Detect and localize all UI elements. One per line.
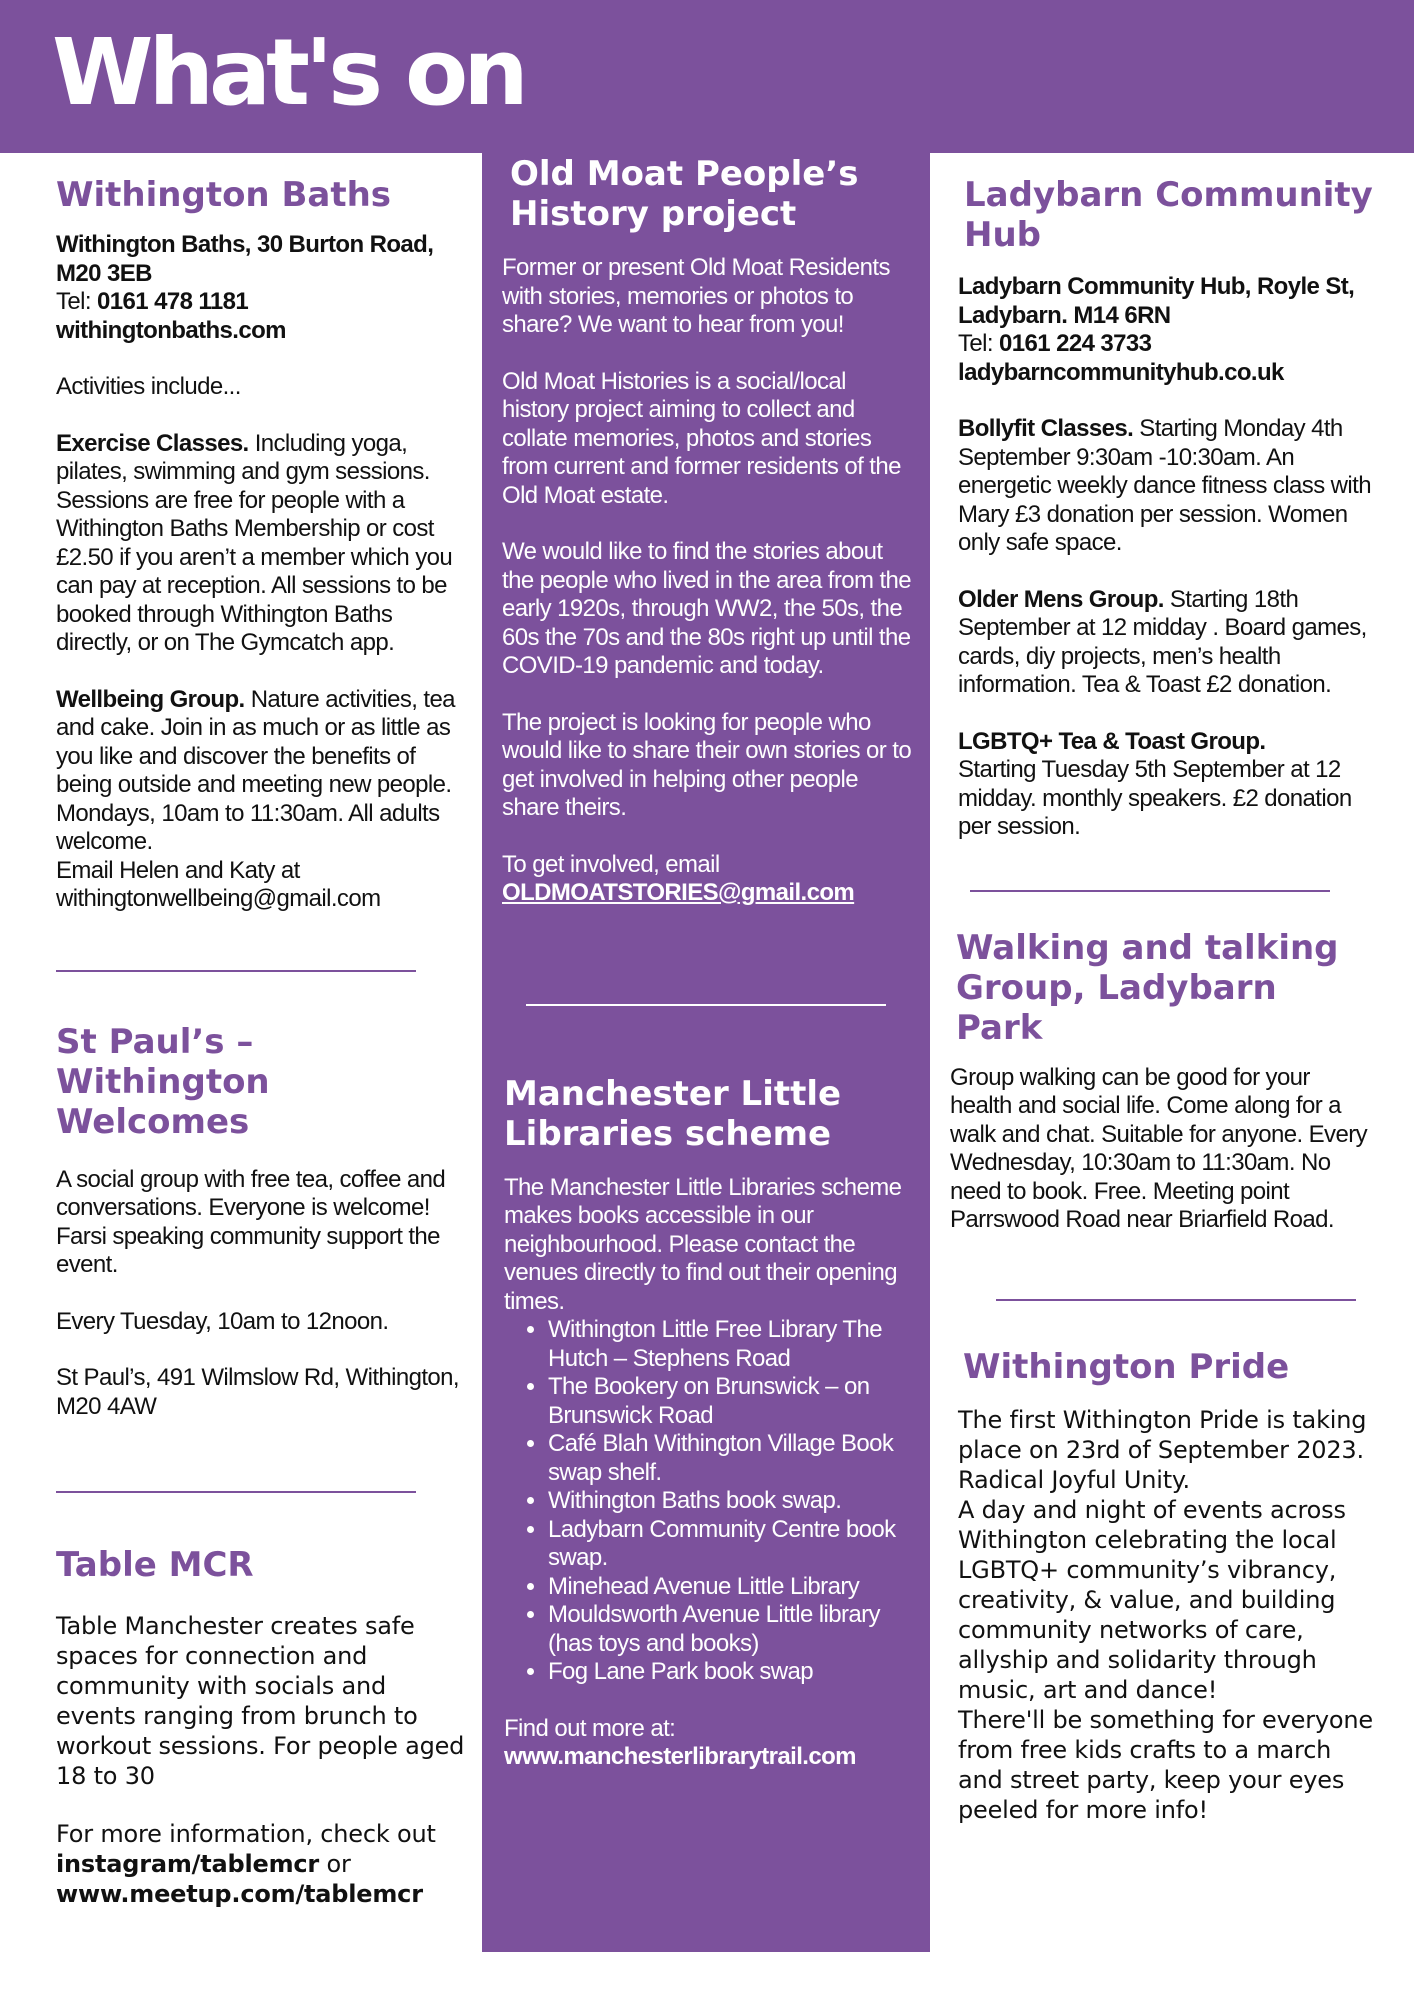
old-moat-section [502, 153, 916, 908]
baths-address: Withington Baths, 30 Burton Road, M20 3EB [56, 231, 434, 287]
old-moat-p4: The project is looking for people who would like to share their own stories or to get involved in helping other people share theirs. [502, 708, 912, 821]
older-mens-text: Older Mens Group. Starting 18th September at 12 midday . Board games, cards, diy projects, men’s health information. Tea & Toast £2 donation. [958, 585, 1367, 698]
wellbeing-time: Mondays, 10am to 11:30am. All adults welcome. [56, 799, 440, 855]
table-mcr-section [56, 1545, 466, 1909]
little-libraries-intro: The Manchester Little Libraries scheme makes books accessible in our neighbourhood. Please contact the venues directly to find out their opening times. [504, 1173, 902, 1315]
baths-intro: Activities include... [56, 373, 241, 400]
st-pauls-time: Every Tuesday, 10am to 12noon. [56, 1307, 389, 1335]
right-divider-1 [970, 890, 1330, 892]
left-column [56, 172, 466, 1909]
libraries-website[interactable]: www.manchesterlibrarytrail.com [504, 1743, 856, 1770]
old-moat-p3: We would like to find the stories about the people who lived in the area from the early 1920s, through WW2, the 50s, the 60s the 70s and the 80s right up until the COVID-19 pandemic and today. [502, 538, 912, 679]
ladybarn-phone[interactable]: 0161 224 3733 [999, 330, 1152, 357]
library-item: • Mouldsworth Avenue Little library (has toys and books) [548, 1601, 916, 1658]
withington-pride-body [958, 1405, 1373, 1825]
ladybarn-section [958, 175, 1373, 842]
library-item: • Café Blah Withington Village Book swap shelf. [548, 1430, 916, 1487]
table-mcr-title: Table MCR [56, 1545, 254, 1585]
st-pauls-address: St Paul’s, 491 Wilmslow Rd, Withington, M20 4AW [56, 1364, 459, 1420]
withington-baths-section [56, 175, 466, 914]
withington-pride-title: Withington Pride [963, 1346, 1290, 1387]
library-item: • Minehead Avenue Little Library [548, 1573, 916, 1602]
library-item: • The Bookery on Brunswick – on Brunswick Road [548, 1373, 916, 1430]
old-moat-p2: Old Moat Histories is a social/local history project aiming to collect and collate memories, photos and stories from current and former residents of the Old Moat estate. [502, 367, 901, 509]
pride-p4: There'll be something for everyone from free kids crafts to a march and street party, keep your eyes peeled for more info! [958, 1705, 1373, 1824]
table-mcr-text: Table Manchester creates safe spaces for connection and community with socials and events ranging from brunch to workout sessions. For people aged 18 to 30 [56, 1612, 465, 1790]
pride-p2: Radical Joyful Unity. [958, 1465, 1190, 1494]
page-title: What's on [52, 19, 524, 126]
table-mcr-more: For more information, check out instagram/tablemcr or www.meetup.com/tablemcr [56, 1820, 436, 1908]
ladybarn-tel: Tel: 0161 224 3733 [958, 330, 1152, 357]
walking-title: Walking and talking Group, Ladybarn Park [956, 927, 1339, 1048]
pride-p3: A day and night of events across Withington celebrating the local LGBTQ+ community’s vibrancy, creativity, & value, and building community networks of care, allyship and solidarity through music, art and dance! [958, 1495, 1346, 1704]
library-item: • Withington Little Free Library The Hutch – Stephens Road [548, 1316, 916, 1373]
old-moat-email-link[interactable]: OLDMOATSTORIES@gmail.com [502, 879, 855, 906]
library-item: • Fog Lane Park book swap [548, 1658, 916, 1687]
libraries-more: Find out more at: [504, 1714, 676, 1742]
st-pauls-section [56, 1022, 466, 1422]
ladybarn-title: Ladybarn Community Hub [964, 175, 1373, 255]
middle-column-content [502, 153, 916, 1772]
bollyfit-text: Bollyfit Classes. Starting Monday 4th September 9:30am -10:30am. An energetic weekly dance fitness class with Mary £3 donation per session. Women only safe space. [958, 415, 1371, 556]
left-divider-1 [56, 970, 416, 972]
st-pauls-text: A social group with free tea, coffee and conversations. Everyone is welcome! Farsi speaking community support the event. [56, 1165, 446, 1278]
left-divider-2 [56, 1491, 416, 1493]
library-item: • Withington Baths book swap. [548, 1487, 916, 1516]
exercise-classes-text: Exercise Classes. Including yoga, pilates, swimming and gym sessions. Sessions are free for people with a Withington Baths Membership or cost £2.50 if you aren’t a member which you can pay at reception. All sessions to be booked through Withington Baths directly, or on The Gymcatch app. [56, 429, 453, 656]
little-libraries-list [502, 1316, 916, 1687]
meetup-link[interactable]: www.meetup.com/tablemcr [56, 1880, 423, 1908]
ladybarn-website[interactable]: ladybarncommunityhub.co.uk [958, 358, 1284, 386]
right-column [950, 172, 1373, 1825]
instagram-link[interactable]: instagram/tablemcr [56, 1850, 320, 1878]
withington-baths-title: Withington Baths [56, 175, 392, 215]
right-divider-2 [996, 1299, 1356, 1301]
old-moat-title: Old Moat People’s History project [510, 154, 859, 234]
baths-website[interactable]: withingtonbaths.com [56, 316, 286, 344]
old-moat-cta: To get involved, email [502, 850, 720, 878]
walking-text: Group walking can be good for your health and social life. Come along for a walk and chat. Suitable for anyone. Every Wednesday, 10:30am to 11:30am. No need to book. Free. Meeting point Parrswood Road near Briarfield Road. [950, 1063, 1367, 1233]
baths-tel: Tel: 0161 478 1181 [56, 288, 249, 315]
st-pauls-title: St Paul’s – Withington Welcomes [56, 1021, 270, 1142]
wellbeing-email[interactable]: Email Helen and Katy at withingtonwellbeing@gmail.com [56, 856, 381, 912]
pride-p1: The first Withington Pride is taking place on 23rd of September 2023. [958, 1405, 1367, 1464]
lgbtq-tea-text: LGBTQ+ Tea & Toast Group. Starting Tuesday 5th September at 12 midday. monthly speakers. £2 donation per session. [958, 727, 1352, 840]
wellbeing-group-text: Wellbeing Group. Nature activities, tea and cake. Join in as much or as little as you like and discover the benefits of being outside and meeting new people. [56, 685, 455, 798]
ladybarn-address: Ladybarn Community Hub, Royle St, Ladybarn. M14 6RN [958, 273, 1355, 329]
withington-pride-section [958, 1347, 1373, 1825]
little-libraries-section [502, 1074, 916, 1772]
middle-column [482, 153, 930, 1952]
middle-divider [526, 1004, 886, 1006]
little-libraries-title: Manchester Little Libraries scheme [504, 1073, 842, 1154]
old-moat-p1: Former or present Old Moat Residents with stories, memories or photos to share? We want to hear from you! [502, 254, 890, 338]
header-banner [0, 0, 1414, 153]
walking-section [950, 927, 1373, 1235]
baths-phone[interactable]: 0161 478 1181 [97, 288, 249, 315]
library-item: • Ladybarn Community Centre book swap. [548, 1516, 916, 1573]
